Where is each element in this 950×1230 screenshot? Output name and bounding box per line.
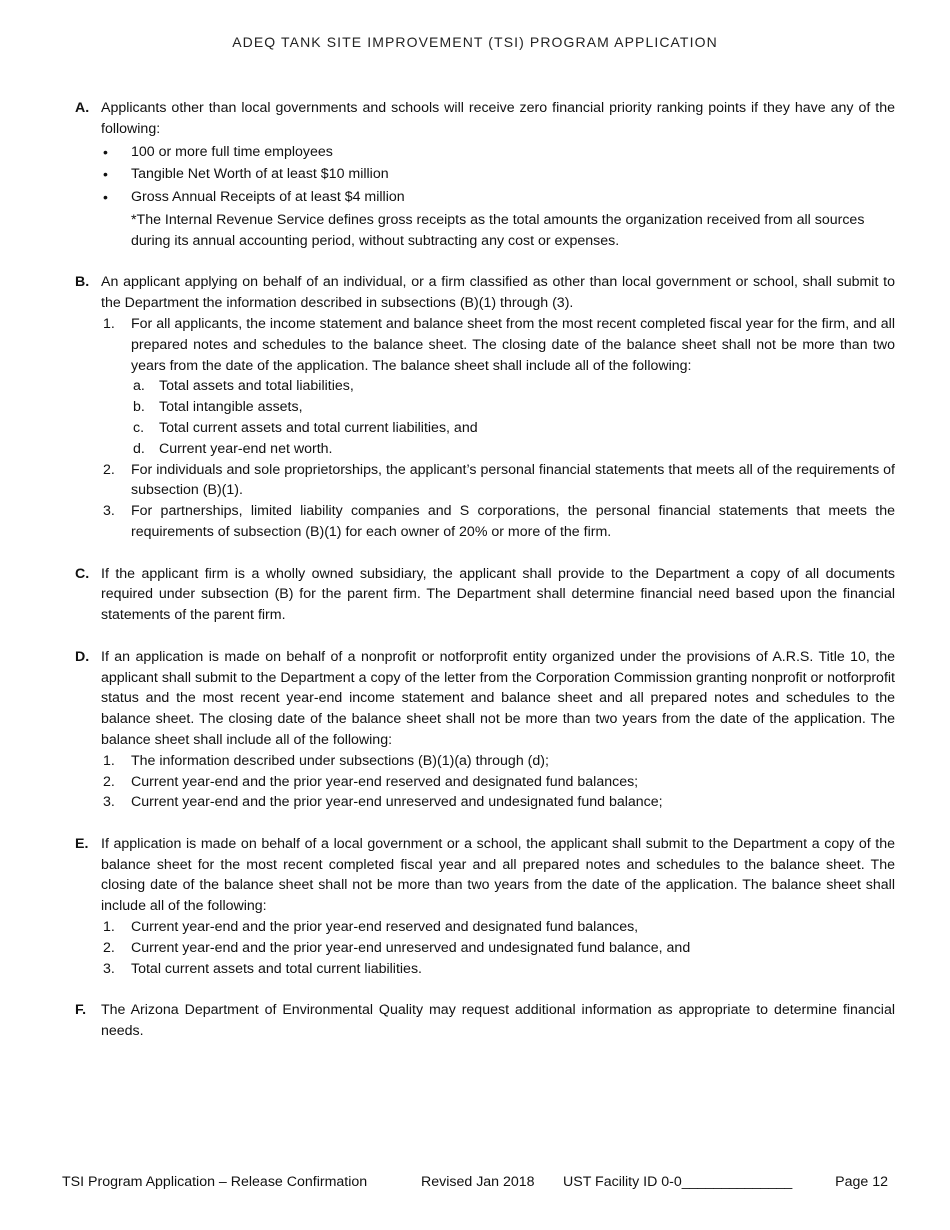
section-e [75,834,895,980]
item-number: 1. [103,752,115,769]
section-b [75,272,895,542]
list-item [101,772,895,793]
irs-note: *The Internal Revenue Service defines gross receipts as the total amounts the organization received from all sources during its annual accounting period, without subtracting any cost or expenses. [131,211,865,249]
page-header: ADEQ TANK SITE IMPROVEMENT (TSI) PROGRAM APPLICATION [232,34,718,50]
item-letter: c. [133,419,145,436]
item-number: 3. [103,794,115,811]
item-text: For all applicants, the income statement and balance sheet from the most recent completed fiscal year for the firm, and all prepared notes and schedules to the balance sheet. The closing date of the balance sheet shall not be more than two years from the date of the application. The balance sheet shall include all of the following: [131,315,895,374]
list-item [101,142,895,163]
list-item [101,792,895,813]
item-text: Current year-end and the prior year-end reserved and designated fund balances; [131,773,639,790]
section-letter: F. [75,1002,87,1019]
page-number: Page 12 [835,1174,888,1190]
bullet-icon: • [103,189,108,206]
list-item [101,460,895,502]
section-letter: E. [75,835,89,852]
list-item [101,164,895,185]
item-letter: d. [133,440,145,457]
section-letter: A. [75,100,90,116]
bullet-icon: • [103,143,108,160]
section-a [75,98,895,252]
list-item [101,314,895,460]
item-text: Total assets and total liabilities, [159,378,354,395]
section-text: Applicants other than local governments and schools will receive zero financial priority ranking points if they have any of the following: [101,100,895,137]
list-item [131,397,895,418]
section-text: The Arizona Department of Environmental Quality may request additional information as appropriate to determine financial needs. [101,1002,895,1040]
list-item [101,917,895,938]
item-text: Current year-end net worth. [159,440,333,457]
section-f [75,1000,895,1042]
item-text: Current year-end and the prior year-end unreserved and undesignated fund balance, and [131,939,691,956]
section-letter: D. [75,648,90,665]
item-number: 3. [103,960,115,977]
item-text: The information described under subsections (B)(1)(a) through (d); [131,752,549,769]
item-text: For partnerships, limited liability companies and S corporations, the personal financial statements that meets the requirements of subsection (B)(1) for each owner of 20% or more of the firm. [131,503,895,540]
list-item [131,439,895,460]
item-letter: b. [133,399,145,416]
section-text: An applicant applying on behalf of an individual, or a firm classified as other than local government or school, shall submit to the Department the information described in subsections (B)(1) through (3). [101,274,895,312]
list-item [131,376,895,397]
item-letter: a. [133,378,145,395]
document-body [75,98,895,1063]
item-text: Total intangible assets, [159,399,303,416]
list-item [131,418,895,439]
list-item [101,959,895,980]
bullet-text: Tangible Net Worth of at least $10 million [131,166,389,183]
list-item [101,187,895,208]
section-text: If the applicant firm is a wholly owned subsidiary, the applicant shall provide to the Department a copy of all documents required under subsection (B) for the parent firm. The Department shall determine financial need based upon the financial statements of the parent firm. [101,565,895,624]
section-c [75,564,895,626]
footer-facility-id: UST Facility ID 0-0______________ [563,1174,793,1190]
section-letter: B. [75,274,90,291]
item-text: For individuals and sole proprietorships, the applicant’s personal financial statements that meets all of the requirements of subsection (B)(1). [131,461,895,499]
list-item [101,751,895,772]
list-item [101,501,895,543]
item-number: 2. [103,939,115,956]
section-text: If an application is made on behalf of a nonprofit or notforprofit entity organized under the provisions of A.R.S. Title 10, the applicant shall submit to the Department a copy of the letter from the Corporation Commission granting nonprofit or notforprofit status and the most recent year-end income statement and balance sheet and all prepared notes and schedules to the balance sheet. The closing date of the balance sheet shall not be more than two years from the date of the application. The balance sheet shall include all of the following: [101,648,895,748]
footer-revised: Revised Jan 2018 [421,1174,535,1190]
item-number: 3. [103,503,115,520]
item-text: Current year-end and the prior year-end reserved and designated fund balances, [131,919,639,936]
bullet-icon: • [103,166,108,183]
item-text: Current year-end and the prior year-end unreserved and undesignated fund balance; [131,794,663,811]
bullet-text: 100 or more full time employees [131,143,333,160]
footer-title: TSI Program Application – Release Confirmation [62,1174,368,1190]
item-number: 1. [103,919,115,936]
bullet-text: Gross Annual Receipts of at least $4 million [131,189,405,206]
list-item [101,938,895,959]
item-text: Total current assets and total current liabilities, and [159,419,478,436]
section-letter: C. [75,565,90,582]
section-text: If application is made on behalf of a local government or a school, the applicant shall submit to the Department a copy of the balance sheet for the most recent completed fiscal year and all prepared notes and schedules to the balance sheet. The closing date of the balance sheet shall not be more than two years from the date of the application. The balance sheet shall include all of the following: [101,835,895,915]
item-number: 2. [103,773,115,790]
item-number: 2. [103,461,115,478]
section-d [75,647,895,813]
item-number: 1. [103,315,115,332]
item-text: Total current assets and total current liabilities. [131,960,422,977]
